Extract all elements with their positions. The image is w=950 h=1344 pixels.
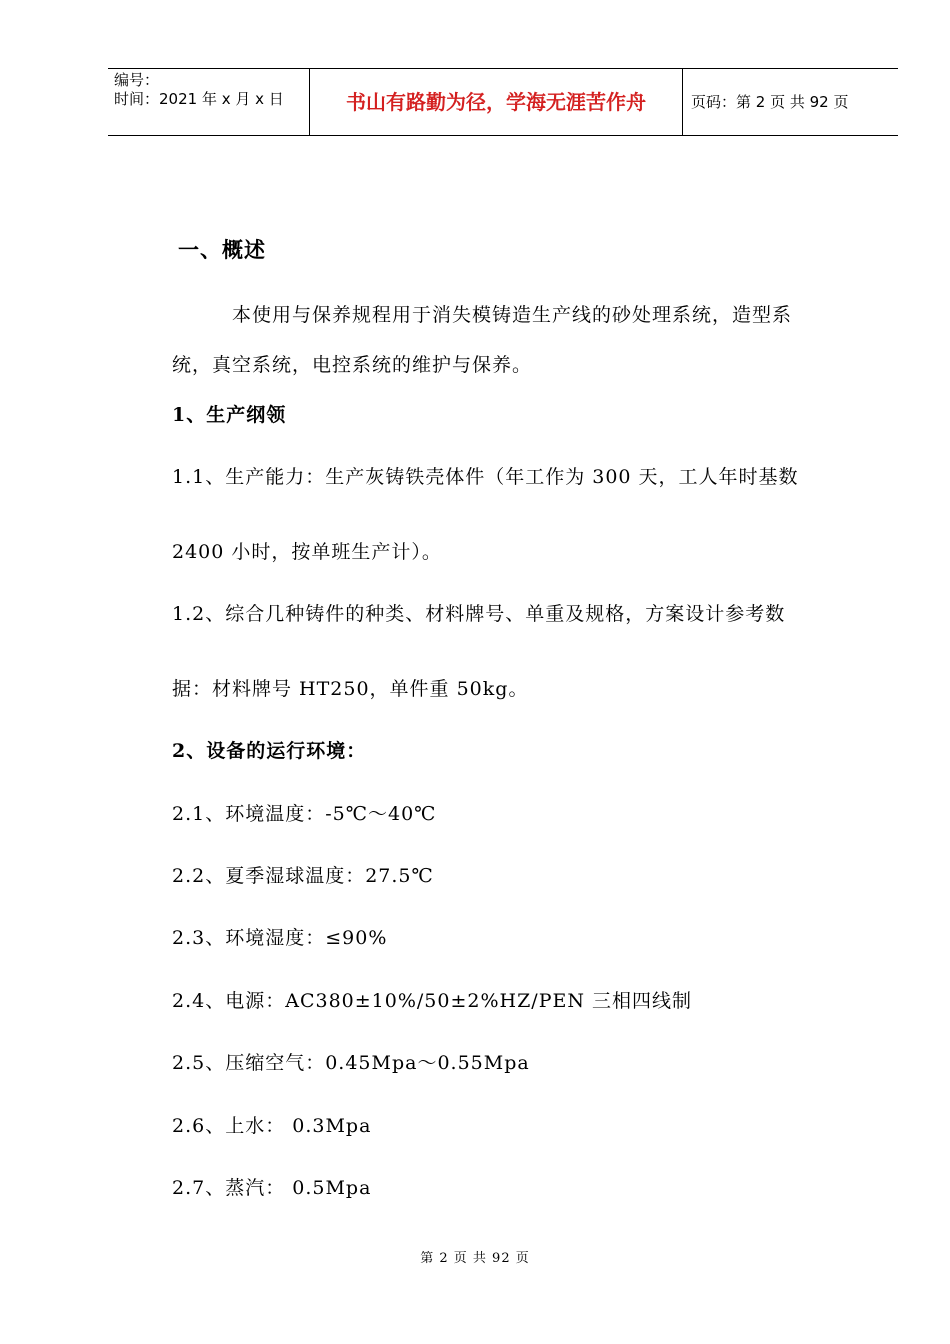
env-item: 2.5、压缩空气：0.45Mpa～0.55Mpa [172, 1052, 530, 1074]
item-1-1-line-2: 2400 小时，按单班生产计）。 [172, 541, 442, 563]
item-1-2-line-2: 据：材料牌号 HT250，单件重 50kg。 [172, 678, 529, 700]
intro-paragraph-line-2: 统，真空系统，电控系统的维护与保养。 [172, 354, 533, 376]
env-item: 2.2、夏季湿球温度：27.5℃ [172, 865, 434, 887]
subsection-title-production: 1、生产纲领 [172, 404, 287, 426]
env-item: 2.4、电源：AC380±10%/50±2%HZ/PEN 三相四线制 [172, 990, 693, 1012]
page-footer: 第 2 页 共 92 页 [420, 1251, 530, 1266]
section-title: 一、概述 [178, 237, 266, 262]
document-number-label: 编号： [114, 71, 160, 89]
item-1-2-line-1: 1.2、综合几种铸件的种类、材料牌号、单重及规格，方案设计参考数 [172, 603, 786, 625]
env-item: 2.3、环境湿度：≤90% [172, 927, 388, 949]
item-1-1-line-1: 1.1、生产能力：生产灰铸铁壳体件（年工作为 300 天，工人年时基数 [172, 466, 799, 488]
env-item: 2.6、上水： 0.3Mpa [172, 1115, 372, 1137]
header-info-cell [108, 69, 310, 135]
page-header [108, 68, 898, 136]
header-motto: 书山有路勤为径，学海无涯苦作舟 [310, 69, 683, 135]
env-item: 2.7、蒸汽： 0.5Mpa [172, 1177, 372, 1199]
header-page-info: 页码：第 2 页 共 92 页 [691, 93, 849, 111]
subsection-title-environment: 2、设备的运行环境： [172, 740, 367, 762]
document-date: 时间：2021 年 x 月 x 日 [114, 90, 284, 108]
env-item: 2.1、环境温度：-5℃～40℃ [172, 803, 437, 825]
intro-paragraph-line-1: 本使用与保养规程用于消失模铸造生产线的砂处理系统，造型系 [232, 304, 793, 326]
